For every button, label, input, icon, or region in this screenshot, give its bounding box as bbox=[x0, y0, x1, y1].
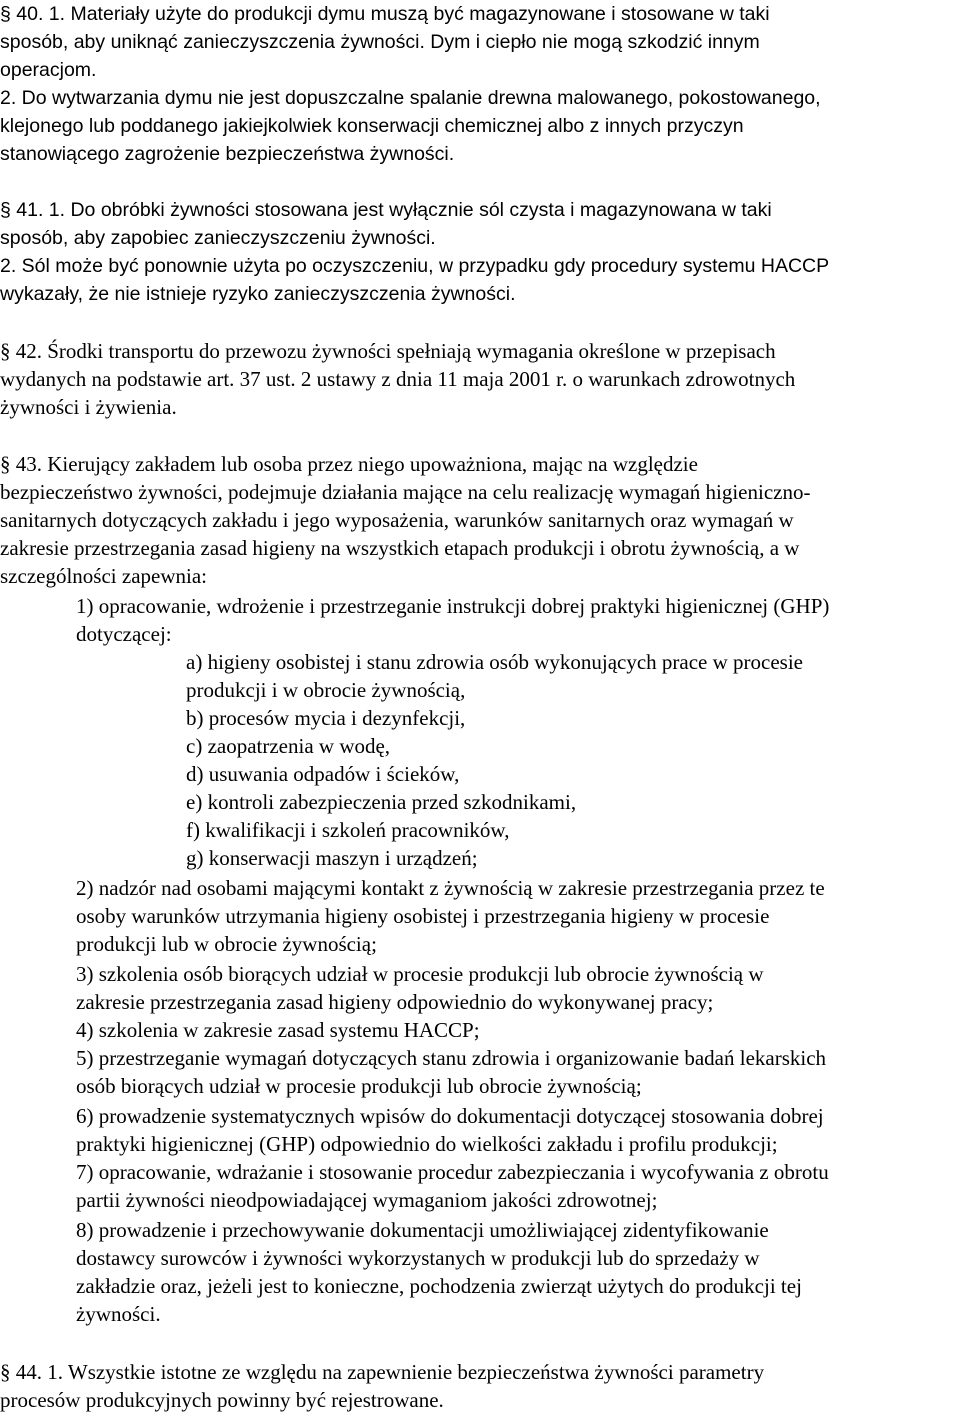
section-41-line-4: wykazały, że nie istnieje ryzyko zanieczyszczenia żywności. bbox=[0, 283, 516, 305]
section-43-line-3: sanitarnych dotyczących zakładu i jego wyposażenia, warunków sanitarnych oraz wymagań w bbox=[0, 508, 794, 532]
section-43-item-4: 4) szkolenia w zakresie zasad systemu HACCP; bbox=[76, 1018, 480, 1042]
section-43-item-5: 5) przestrzeganie wymagań dotyczących stanu zdrowia i organizowanie badań lekarskich bbox=[76, 1046, 827, 1070]
section-43-item-1: 1) opracowanie, wdrożenie i przestrzeganie instrukcji dobrej praktyki higienicznej (GHP) bbox=[76, 594, 830, 618]
section-44-line-2: procesów produkcyjnych powinny być rejestrowane. bbox=[0, 1388, 444, 1412]
section-40-line-5: klejonego lub poddanego jakiejkolwiek konserwacji chemicznej albo z innych przyczyn bbox=[0, 115, 744, 137]
section-43-item-5-cont: osób biorących udział w procesie produkcji lub obrocie żywnością; bbox=[76, 1074, 642, 1098]
section-40-line-2: sposób, aby uniknąć zanieczyszczenia żywności. Dym i ciepło nie mogą szkodzić innym bbox=[0, 31, 760, 53]
section-40-line-4: 2. Do wytwarzania dymu nie jest dopuszczalne spalanie drewna malowanego, pokostowanego, bbox=[0, 87, 821, 109]
section-42-line-3: żywności i żywienia. bbox=[0, 395, 177, 419]
section-43-item-8-cont-1: dostawcy surowców i żywności wykorzystanych w produkcji lub do sprzedaży w bbox=[76, 1246, 760, 1270]
section-43-item-7-cont: partii żywności nieodpowiadającej wymaganiom jakości zdrowotnej; bbox=[76, 1188, 658, 1212]
section-43-item-2: 2) nadzór nad osobami mającymi kontakt z żywnością w zakresie przestrzegania przez te bbox=[76, 876, 825, 900]
section-43-item-8: 8) prowadzenie i przechowywanie dokumentacji umożliwiającej zidentyfikowanie bbox=[76, 1218, 769, 1242]
section-43-subitem-a: a) higieny osobistej i stanu zdrowia osób wykonujących prace w procesie bbox=[186, 650, 803, 674]
section-40-line-6: stanowiącego zagrożenie bezpieczeństwa żywności. bbox=[0, 143, 455, 165]
section-43-item-1-cont: dotyczącej: bbox=[76, 622, 172, 646]
section-44-line-1: § 44. 1. Wszystkie istotne ze względu na zapewnienie bezpieczeństwa żywności parametry bbox=[0, 1360, 765, 1384]
section-41-line-2: sposób, aby zapobiec zanieczyszczeniu żywności. bbox=[0, 227, 436, 249]
section-43-item-3-cont: zakresie przestrzegania zasad higieny odpowiednio do wykonywanej pracy; bbox=[76, 990, 714, 1014]
section-40-line-3: operacjom. bbox=[0, 59, 97, 81]
section-43-item-8-cont-3: żywności. bbox=[76, 1302, 161, 1326]
section-43-line-2: bezpieczeństwo żywności, podejmuje działania mające na celu realizację wymagań higieniczno- bbox=[0, 480, 811, 504]
section-43-line-5: szczególności zapewnia: bbox=[0, 564, 207, 588]
section-43-item-6-cont: praktyki higienicznej (GHP) odpowiednio do wielkości zakładu i profilu produkcji; bbox=[76, 1132, 778, 1156]
section-43-subitem-g: g) konserwacji maszyn i urządzeń; bbox=[186, 846, 478, 870]
section-43-line-4: zakresie przestrzegania zasad higieny na wszystkich etapach produkcji i obrotu żywnością, a w bbox=[0, 536, 800, 560]
section-43-subitem-f: f) kwalifikacji i szkoleń pracowników, bbox=[186, 818, 510, 842]
section-43-item-2-cont-2: produkcji lub w obrocie żywnością; bbox=[76, 932, 377, 956]
section-43-item-7: 7) opracowanie, wdrażanie i stosowanie procedur zabezpieczania i wycofywania z obrotu bbox=[76, 1160, 829, 1184]
section-42-line-2: wydanych na podstawie art. 37 ust. 2 ustawy z dnia 11 maja 2001 r. o warunkach zdrowotnych bbox=[0, 367, 796, 391]
section-43-subitem-c: c) zaopatrzenia w wodę, bbox=[186, 734, 391, 758]
section-41-line-3: 2. Sól może być ponownie użyta po oczyszczeniu, w przypadku gdy procedury systemu HACCP bbox=[0, 255, 830, 277]
section-43-item-2-cont-1: osoby warunków utrzymania higieny osobistej i przestrzegania higieny w procesie bbox=[76, 904, 770, 928]
section-43-item-6: 6) prowadzenie systematycznych wpisów do dokumentacji dotyczącej stosowania dobrej bbox=[76, 1104, 824, 1128]
section-42-line-1: § 42. Środki transportu do przewozu żywności spełniają wymagania określone w przepisach bbox=[0, 339, 776, 363]
section-43-line-1: § 43. Kierujący zakładem lub osoba przez niego upoważniona, mając na względzie bbox=[0, 452, 698, 476]
section-43-subitem-a-cont: produkcji i w obrocie żywnością, bbox=[186, 678, 466, 702]
section-41-line-1: § 41. 1. Do obróbki żywności stosowana jest wyłącznie sól czysta i magazynowana w taki bbox=[0, 199, 772, 221]
section-43-subitem-e: e) kontroli zabezpieczenia przed szkodnikami, bbox=[186, 790, 577, 814]
section-40-line-1: § 40. 1. Materiały użyte do produkcji dymu muszą być magazynowane i stosowane w taki bbox=[0, 3, 770, 25]
section-43-item-8-cont-2: zakładzie oraz, jeżeli jest to konieczne, pochodzenia zwierząt użytych do produkcji tej bbox=[76, 1274, 802, 1298]
section-43-subitem-b: b) procesów mycia i dezynfekcji, bbox=[186, 706, 466, 730]
section-43-subitem-d: d) usuwania odpadów i ścieków, bbox=[186, 762, 460, 786]
section-43-item-3: 3) szkolenia osób biorących udział w procesie produkcji lub obrocie żywnością w bbox=[76, 962, 764, 986]
